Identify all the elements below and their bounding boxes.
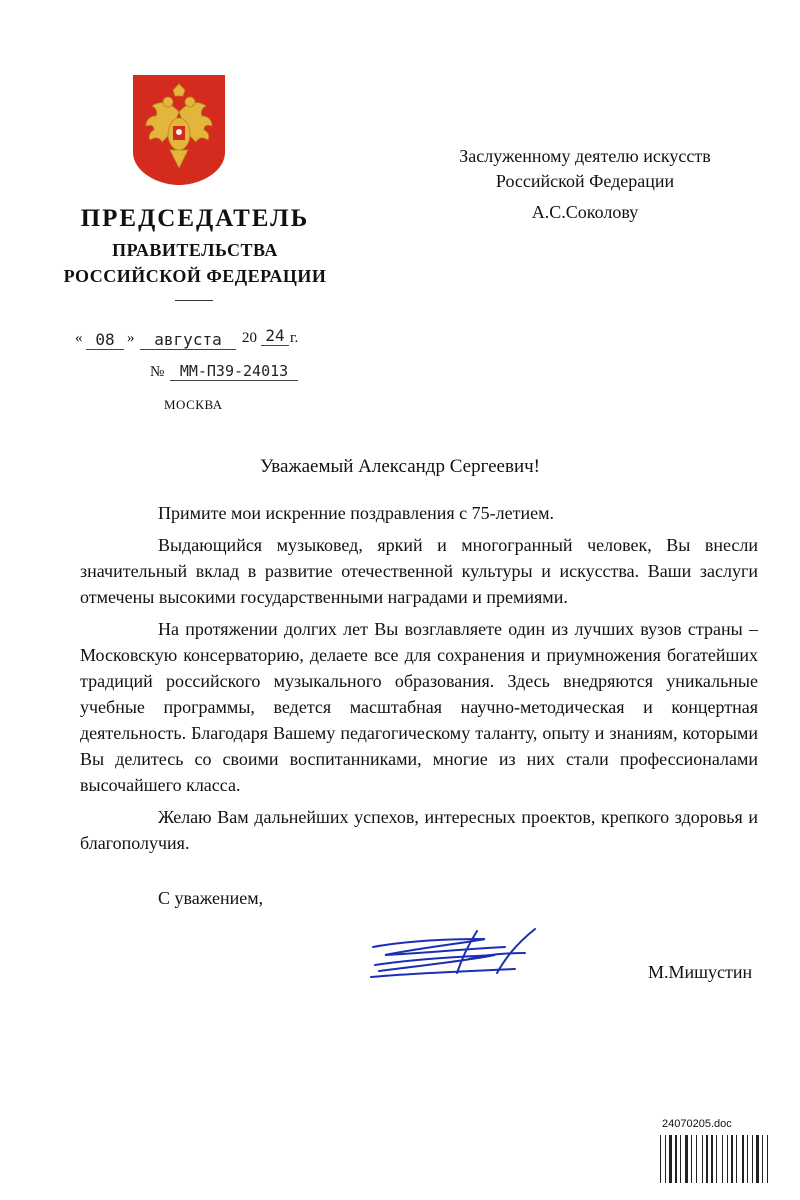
date-year-suffix: 24 — [261, 326, 289, 346]
closing: С уважением, — [158, 888, 264, 908]
letter-body — [80, 500, 758, 862]
paragraph-4: Желаю Вам дальнейших успехов, интересных проектов, крепкого здоровья и благополучия. — [80, 807, 758, 853]
paragraph-2: Выдающийся музыковед, яркий и многогранный человек, Вы внесли значительный вклад в развитие отечественной культуры и искусства. Ваши заслуги отмечены высокими государственными наградами и премиями. — [80, 535, 758, 607]
signer-name: М.Мишустин — [648, 962, 753, 982]
date-year-prefix: 20 — [242, 330, 257, 346]
paragraph-3: На протяжении долгих лет Вы возглавляете один из лучших вузов страны – Московскую консерваторию, делаете все для сохранения и приумножения богатейших традиций российского музыкального образования. Здесь внедряются уникальные учебные программы, ведется масштабная научно-методическая и концертная деятельность. Благодаря Вашему педагогическому таланту, опыту и знаниям, которыми Вы делитесь со своими воспитанниками, многие из них стали профессионалами высочайшего класса. — [80, 619, 758, 795]
date-open-quote: « — [75, 330, 83, 346]
signature-icon — [365, 925, 555, 985]
addressee-line-1: Заслуженному деятелю искусств — [459, 146, 711, 166]
header-line-3: РОССИЙСКОЙ ФЕДЕРАЦИИ — [63, 266, 327, 286]
coat-of-arms-icon — [130, 72, 228, 188]
date-close-quote: » — [127, 330, 135, 346]
header-title: ПРЕДСЕДАТЕЛЬ — [80, 205, 310, 232]
header-divider — [175, 300, 213, 301]
barcode-icon — [660, 1135, 770, 1183]
number-sign: № — [150, 364, 165, 380]
date-day: 08 — [86, 330, 124, 350]
document-number: ММ-П39-24013 — [170, 362, 298, 381]
date-month: августа — [140, 330, 236, 350]
salutation: Уважаемый Александр Сергеевич! — [259, 456, 540, 477]
addressee-name: А.С.Соколову — [531, 202, 639, 222]
date-year-mark: г. — [290, 330, 299, 346]
addressee-line-2: Российской Федерации — [495, 171, 675, 191]
header-line-2: ПРАВИТЕЛЬСТВА — [112, 240, 278, 260]
city: МОСКВА — [164, 397, 223, 412]
doc-id: 24070205.doc — [662, 1118, 732, 1130]
paragraph-1: Примите мои искренние поздравления с 75-летием. — [158, 503, 554, 523]
